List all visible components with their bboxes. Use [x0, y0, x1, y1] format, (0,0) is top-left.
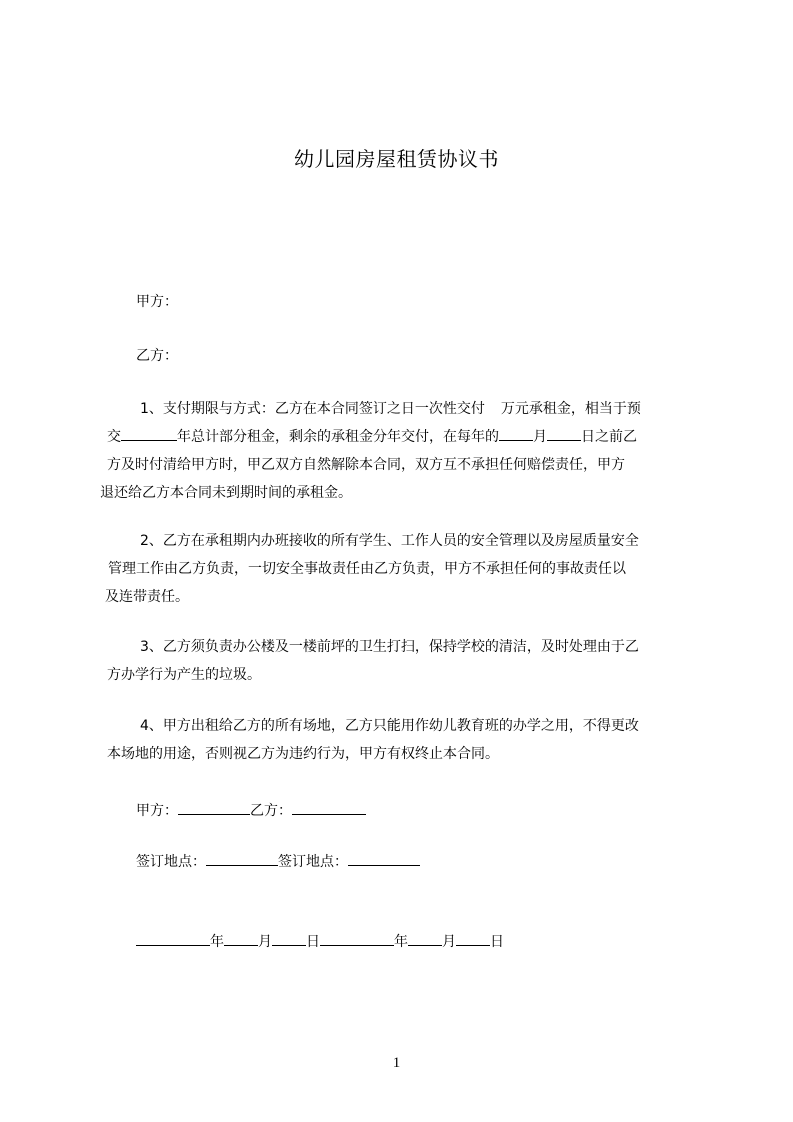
party-a-signature-blank[interactable]	[178, 801, 250, 815]
document-title: 幼儿园房屋租赁协议书	[294, 147, 499, 171]
party-a-line	[136, 291, 178, 311]
date-a-day-label: 日	[306, 934, 320, 950]
years-blank[interactable]	[121, 427, 177, 441]
clause-1-text-d: 年总计部分租金，剩余的承租金分年交付，在每年的	[177, 429, 499, 445]
signature-party-a-label: 甲方：	[136, 803, 178, 819]
date-b-month-label: 月	[442, 934, 456, 950]
clause-2-line-1: 2、乙方在承租期内办班接收的所有学生、工作人员的安全管理以及房屋质量安全	[140, 533, 639, 549]
date-b-year-label: 年	[394, 934, 408, 950]
signing-date-line	[136, 931, 504, 951]
signing-place-b-label: 签订地点：	[278, 854, 348, 870]
date-a-year-label: 年	[210, 934, 224, 950]
signing-place-a-blank[interactable]	[206, 852, 278, 866]
clause-1-line-1	[140, 395, 641, 423]
day-blank[interactable]	[547, 427, 581, 441]
clause-3-line-1: 3、乙方须负责办公楼及一楼前坪的卫生打扫，保持学校的清洁，及时处理由于乙	[140, 639, 639, 655]
date-b-day-label: 日	[490, 934, 504, 950]
clause-2-line-3: 及连带责任。	[105, 589, 189, 605]
page-number: 1	[392, 1055, 401, 1071]
party-b-line	[136, 345, 178, 365]
signing-place-b-blank[interactable]	[348, 852, 420, 866]
month-blank[interactable]	[499, 427, 533, 441]
clause-1-line-3: 方及时付清给甲方时，甲乙双方自然解除本合同，双方互不承担任何赔偿责任，甲方	[107, 457, 625, 473]
clause-1-line-4: 退还给乙方本合同未到期时间的承租金。	[100, 485, 352, 501]
party-a-label: 甲方：	[136, 294, 178, 310]
clause-2-line-2: 管理工作由乙方负责，一切安全事故责任由乙方负责，甲方不承担任何的事故责任以	[108, 561, 626, 577]
clause-1-text-b: 万元承租金，相当于预	[500, 401, 641, 417]
clause-1-text-a: 1、支付期限与方式：乙方在本合同签订之日一次性交付	[140, 401, 485, 417]
signature-parties-line	[136, 800, 366, 820]
clause-1	[100, 395, 641, 507]
clause-1-text-f: 日之前乙	[581, 429, 637, 445]
clause-3-line-2: 方办学行为产生的垃圾。	[107, 667, 261, 683]
clause-4	[107, 712, 639, 768]
clause-3	[107, 633, 639, 689]
clause-1-text-e: 月	[533, 429, 547, 445]
clause-4-line-1: 4、甲方出租给乙方的所有场地，乙方只能用作幼儿教育班的办学之用，不得更改	[140, 718, 639, 734]
clause-2	[107, 527, 639, 611]
party-b-signature-blank[interactable]	[292, 801, 366, 815]
amount-blank[interactable]	[485, 399, 501, 413]
date-b-day-blank[interactable]	[456, 932, 490, 946]
date-a-month-label: 月	[258, 934, 272, 950]
party-b-label: 乙方：	[136, 348, 178, 364]
clause-1-line-2	[107, 423, 641, 451]
date-a-year-blank[interactable]	[136, 932, 210, 946]
date-a-day-blank[interactable]	[272, 932, 306, 946]
clause-4-line-2: 本场地的用途，否则视乙方为违约行为，甲方有权终止本合同。	[107, 746, 499, 762]
date-b-month-blank[interactable]	[408, 932, 442, 946]
signature-party-b-label: 乙方：	[250, 803, 292, 819]
date-b-year-blank[interactable]	[320, 932, 394, 946]
signing-place-a-label: 签订地点：	[136, 854, 206, 870]
signing-place-line	[136, 851, 420, 871]
clause-1-text-c: 交	[107, 429, 121, 445]
date-a-month-blank[interactable]	[224, 932, 258, 946]
